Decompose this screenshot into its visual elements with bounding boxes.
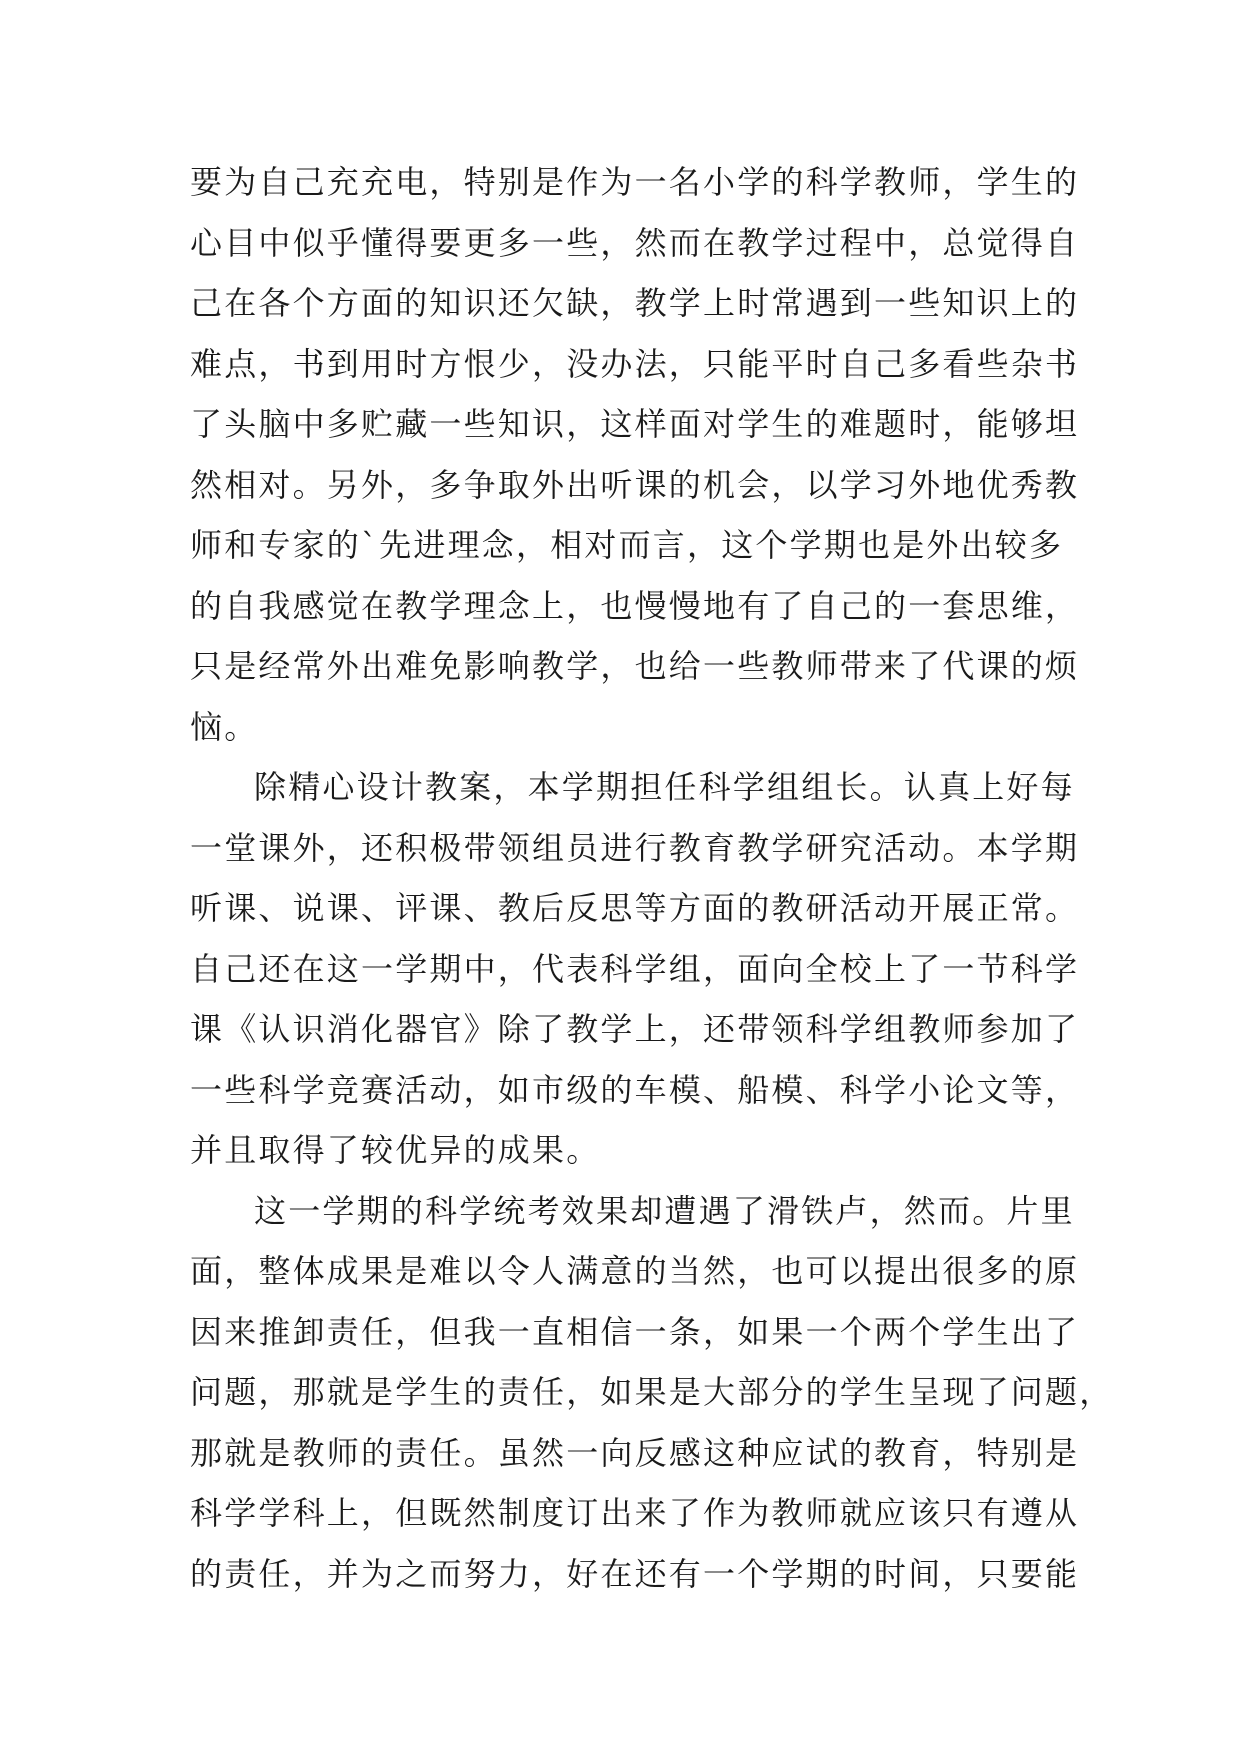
text-line: 师和专家的`先进理念，相对而言，这个学期也是外出较多: [190, 526, 1064, 564]
text-line: 的责任，并为之而努力，好在还有一个学期的时间，只要能: [190, 1554, 1080, 1593]
text-line: 的自我感觉在教学理念上，也慢慢地有了自己的一套思维，: [190, 586, 1080, 625]
text-line: 并且取得了较优异的成果。: [190, 1131, 601, 1169]
text-line: 恼。: [190, 707, 259, 746]
text-line: 然相对。另外，多争取外出听课的机会，以学习外地优秀教: [190, 465, 1080, 504]
text-line: 课《认识消化器官》除了教学上，还带领科学组教师参加了: [190, 1010, 1080, 1048]
text-line: 只是经常外出难免影响教学，也给一些教师带来了代课的烦: [190, 647, 1080, 685]
paragraph-first-line: 除精心设计教案，本学期担任科学组组长。认真上好每: [254, 768, 1075, 806]
text-line: 要为自己充充电，特别是作为一名小学的科学教师，学生的: [190, 163, 1080, 201]
text-line: 面，整体成果是难以令人满意的当然，也可以提出很多的原: [190, 1252, 1080, 1290]
text-line: 那就是教师的责任。虽然一向反感这种应试的教育，特别是: [190, 1433, 1080, 1472]
text-line: 难点，书到用时方恨少，没办法，只能平时自己多看些杂书: [190, 344, 1080, 383]
text-line: 科学学科上，但既然制度订出来了作为教师就应该只有遵从: [190, 1494, 1080, 1532]
paragraph-first-line: 这一学期的科学统考效果却遭遇了滑铁卢，然而。片里: [254, 1191, 1075, 1230]
text-line: 心目中似乎懂得要更多一些，然而在教学过程中，总觉得自: [190, 223, 1080, 262]
text-line: 问题，那就是学生的责任，如果是大部分的学生呈现了问题，: [190, 1373, 1114, 1411]
text-line: 一些科学竞赛活动，如市级的车模、船模、科学小论文等，: [190, 1070, 1080, 1109]
text-line: 一堂课外，还积极带领组员进行教育教学研究活动。本学期: [190, 828, 1080, 867]
text-line: 听课、说课、评课、教后反思等方面的教研活动开展正常。: [190, 889, 1080, 927]
body-text: [190, 152, 1114, 1604]
text-line: 自己还在这一学期中，代表科学组，面向全校上了一节科学: [190, 949, 1080, 988]
text-line: 了头脑中多贮藏一些知识，这样面对学生的难题时，能够坦: [190, 405, 1080, 443]
text-line: 因来推卸责任，但我一直相信一条，如果一个两个学生出了: [190, 1312, 1080, 1351]
text-line: 己在各个方面的知识还欠缺，教学上时常遇到一些知识上的: [190, 284, 1080, 322]
